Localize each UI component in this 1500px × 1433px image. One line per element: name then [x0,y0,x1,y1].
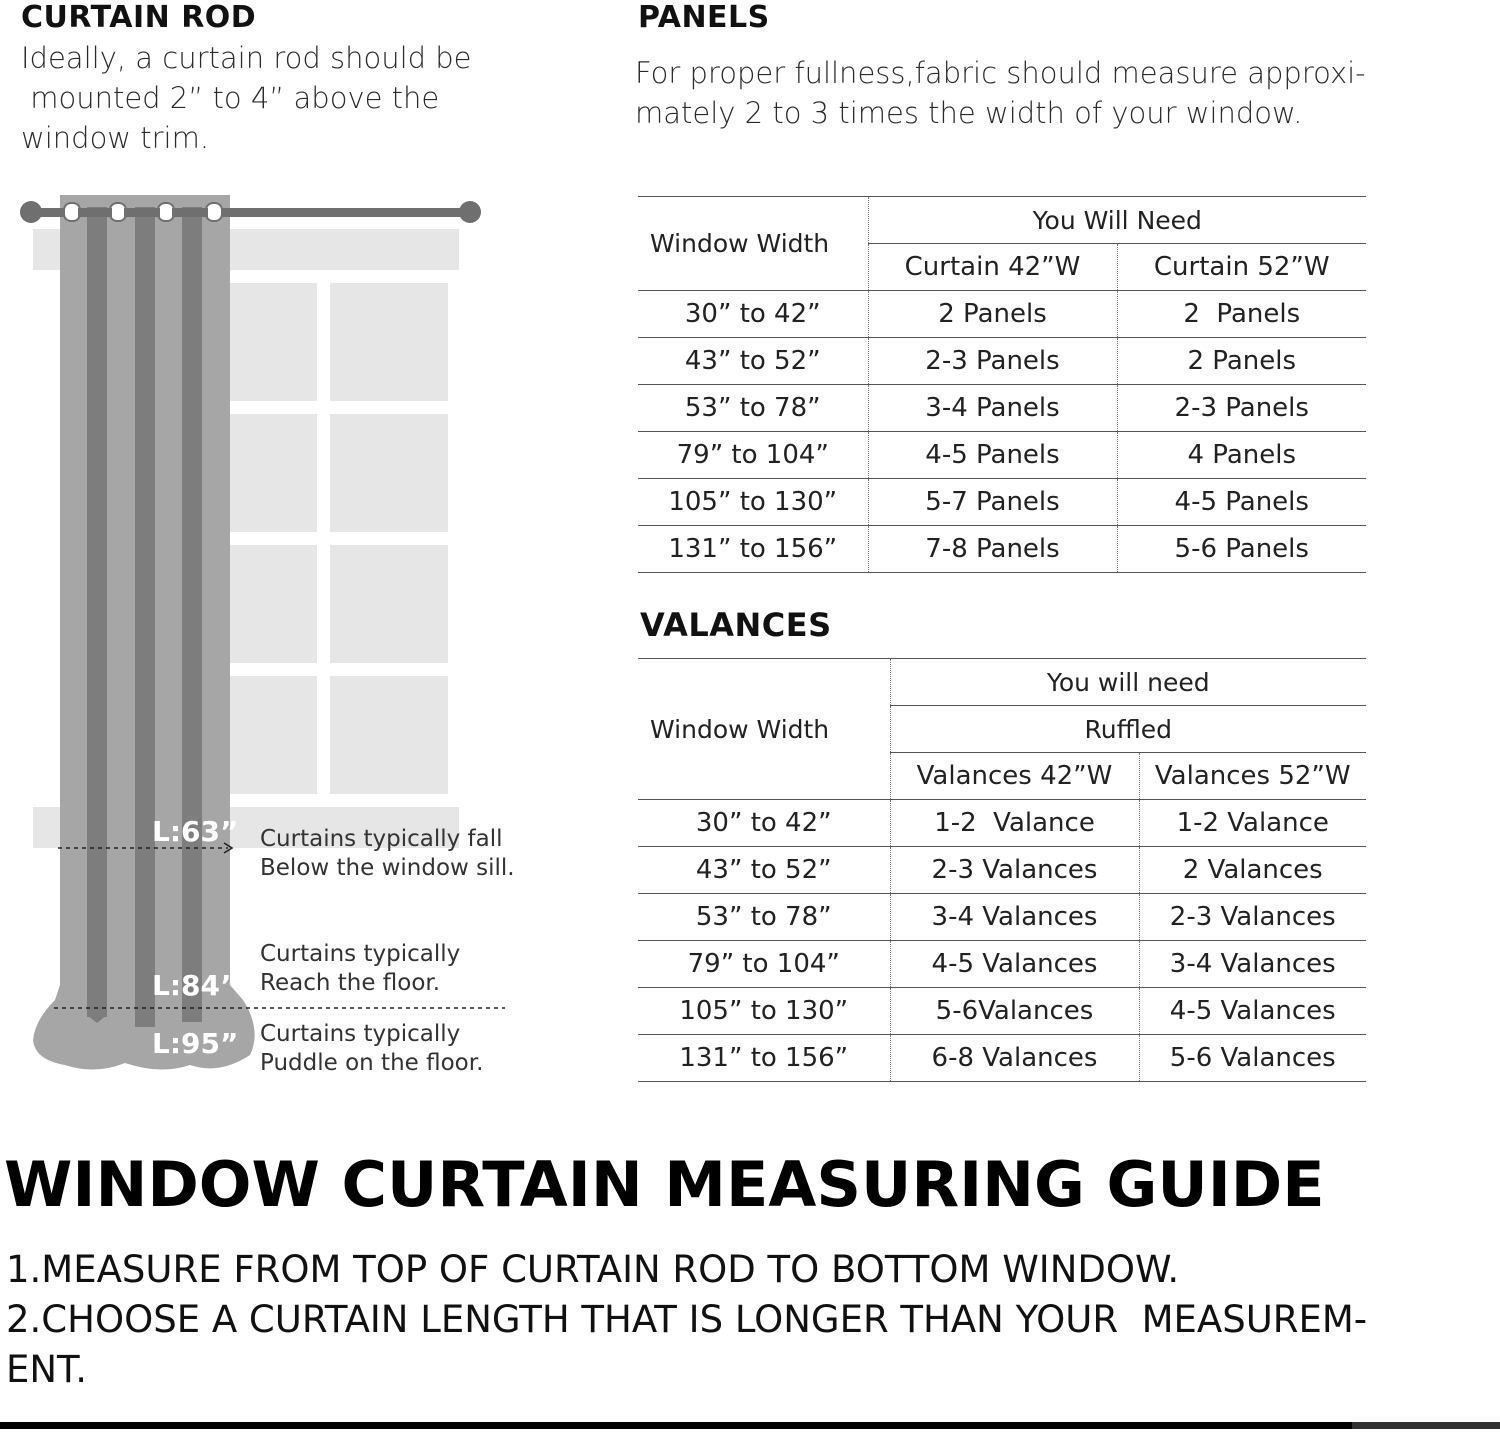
table-row [638,338,1366,385]
panels-text [635,53,1366,133]
table-row [638,526,1366,573]
panels-col-header: Window Width [638,197,868,291]
table-cell: 43” to 52” [638,847,890,894]
curtain-rod-text-line: window trim. [21,121,210,155]
bottom-rule [0,1422,1352,1429]
table-cell: 4-5 Panels [1117,479,1366,526]
valances-group-header: You will need [890,659,1366,706]
table-row [638,847,1366,894]
curtain-fold [87,207,107,1017]
table-cell: 7-8 Panels [868,526,1117,573]
valances-style-header: Ruffled [890,706,1366,753]
table-cell: 105” to 130” [638,988,890,1035]
table-cell: 4-5 Panels [868,432,1117,479]
valances-sub-header: Valances 52”W [1139,753,1366,800]
table-cell: 5-6Valances [890,988,1139,1035]
table-cell: 4 Panels [1117,432,1366,479]
table-row [638,432,1366,479]
table-cell: 6-8 Valances [890,1035,1139,1082]
table-row [638,988,1366,1035]
table-cell: 1-2 Valance [890,800,1139,847]
table-cell: 53” to 78” [638,894,890,941]
guide-steps [6,1245,1367,1395]
table-cell: 2 Valances [1139,847,1366,894]
table-row [638,291,1366,338]
curtain-panel [33,195,255,1070]
table-cell: 4-5 Valances [890,941,1139,988]
table-row [638,1035,1366,1082]
table-cell: 5-6 Valances [1139,1035,1366,1082]
guide-step: ENT. [6,1348,88,1391]
curtain-fold [182,207,202,1022]
panels-text-line: mately 2 to 3 times the width of your window. [635,96,1303,130]
panels-text-line: For proper fullness,fabric should measure approxi- [635,56,1366,90]
table-cell: 131” to 156” [638,526,868,573]
table-cell: 2 Panels [1117,291,1366,338]
panels-title: PANELS [638,0,770,35]
table-cell: 30” to 42” [638,291,868,338]
annotation-95 [260,1020,483,1078]
table-cell: 2-3 Panels [1117,385,1366,432]
valances-title: VALANCES [640,606,832,644]
annotation-line: Curtains typically fall [260,826,503,852]
length-label-84: L:84” [152,969,239,1002]
curtain-rod-text [21,38,472,158]
curtain-rod-title: CURTAIN ROD [21,0,257,35]
table-cell: 79” to 104” [638,432,868,479]
table-cell: 2-3 Valances [890,847,1139,894]
curtain-rod-text-line: mounted 2” to 4” above the [21,81,440,115]
guide-title: WINDOW CURTAIN MEASURING GUIDE [4,1148,1325,1221]
table-row [638,800,1366,847]
annotation-63 [260,825,515,883]
table-cell: 3-4 Valances [890,894,1139,941]
valances-sub-header: Valances 42”W [890,753,1139,800]
table-cell: 79” to 104” [638,941,890,988]
table-cell: 2 Panels [868,291,1117,338]
table-cell: 5-6 Panels [1117,526,1366,573]
table-row [638,479,1366,526]
annotation-line: Puddle on the floor. [260,1050,484,1076]
table-cell: 2-3 Valances [1139,894,1366,941]
valances-col-header: Window Width [638,659,890,800]
annotation-line: Below the window sill. [260,855,515,881]
annotation-line: Curtains typically [260,941,461,967]
table-cell: 2-3 Panels [868,338,1117,385]
table-cell: 5-7 Panels [868,479,1117,526]
table-cell: 3-4 Panels [868,385,1117,432]
table-cell: 1-2 Valance [1139,800,1366,847]
length-label-63: L:63” [152,815,239,848]
table-cell: 131” to 156” [638,1035,890,1082]
table-cell: 43” to 52” [638,338,868,385]
panels-table [638,196,1366,573]
table-cell: 2 Panels [1117,338,1366,385]
annotation-line: Reach the floor. [260,970,441,996]
annotation-line: Curtains typically [260,1021,461,1047]
table-cell: 30” to 42” [638,800,890,847]
table-row [638,385,1366,432]
table-row [638,894,1366,941]
table-cell: 4-5 Valances [1139,988,1366,1035]
bottom-rule-end [1352,1422,1500,1429]
panels-group-header: You Will Need [868,197,1366,244]
table-row [638,941,1366,988]
panels-sub-header: Curtain 52”W [1117,244,1366,291]
table-cell: 105” to 130” [638,479,868,526]
curtain-rod-text-line: Ideally, a curtain rod should be [21,41,472,75]
length-label-95: L:95” [152,1027,239,1060]
annotation-84 [260,940,460,998]
guide-step: 2.CHOOSE A CURTAIN LENGTH THAT IS LONGER THAN YOUR MEASUREM- [6,1298,1368,1341]
window-panes [225,283,448,794]
guide-step: 1.MEASURE FROM TOP OF CURTAIN ROD TO BOTTOM WINDOW. [6,1248,1180,1291]
valances-table [638,658,1366,1082]
table-cell: 53” to 78” [638,385,868,432]
curtain-fold [135,207,155,1027]
table-cell: 3-4 Valances [1139,941,1366,988]
panels-sub-header: Curtain 42”W [868,244,1117,291]
